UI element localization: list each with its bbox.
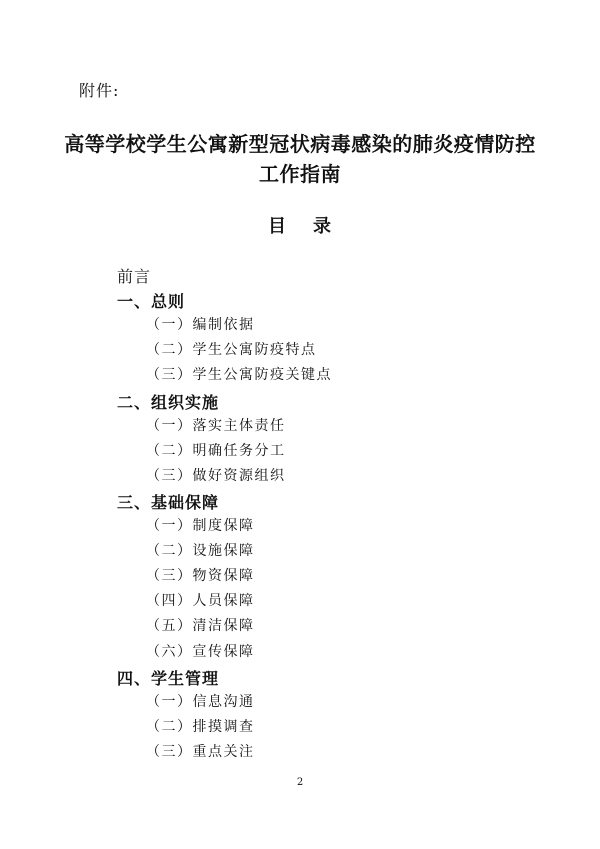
toc-subsection-entry: （二）明确任务分工 bbox=[146, 442, 286, 459]
toc-subsection-entry: （五）清洁保障 bbox=[146, 618, 255, 635]
toc-subsection-entry: （四）人员保障 bbox=[146, 593, 255, 610]
toc-subsection-entry: （三）重点关注 bbox=[146, 743, 255, 760]
toc-section-entry: 三、基础保障 bbox=[117, 492, 220, 512]
toc-heading-char-2: 录 bbox=[313, 216, 332, 237]
toc-subsection-entry: （一）制度保障 bbox=[146, 518, 255, 534]
page-number: 2 bbox=[296, 777, 304, 788]
toc-subsection-entry: （二）设施保障 bbox=[146, 543, 255, 560]
toc-subsection-entry: （一）编制依据 bbox=[146, 317, 255, 334]
toc-subsection-entry: （三）学生公寓防疫关键点 bbox=[146, 367, 332, 384]
attachment-label: 附件: bbox=[79, 81, 120, 100]
toc-subsection-entry: （三）做好资源组织 bbox=[146, 467, 286, 484]
toc-section-entry: 前言 bbox=[117, 267, 152, 286]
toc-heading-char-1: 目 bbox=[268, 216, 287, 237]
document-title-line-1: 高等学校学生公寓新型冠状病毒感染的肺炎疫情防控 bbox=[64, 132, 536, 156]
toc-heading bbox=[0, 212, 600, 238]
document-title-line-2: 工作指南 bbox=[259, 162, 341, 186]
toc-section-entry: 四、学生管理 bbox=[117, 668, 220, 688]
toc-subsection-entry: （二）排摸调查 bbox=[146, 718, 255, 735]
toc-section-entry: 二、组织实施 bbox=[117, 392, 220, 412]
toc-subsection-entry: （二）学生公寓防疫特点 bbox=[146, 342, 317, 359]
toc-subsection-entry: （一）落实主体责任 bbox=[146, 417, 286, 434]
toc-subsection-entry: （三）物资保障 bbox=[146, 568, 255, 585]
toc-subsection-entry: （六）宣传保障 bbox=[146, 643, 255, 660]
toc-subsection-entry: （一）信息沟通 bbox=[146, 693, 255, 710]
toc-section-entry: 一、总则 bbox=[117, 292, 186, 312]
